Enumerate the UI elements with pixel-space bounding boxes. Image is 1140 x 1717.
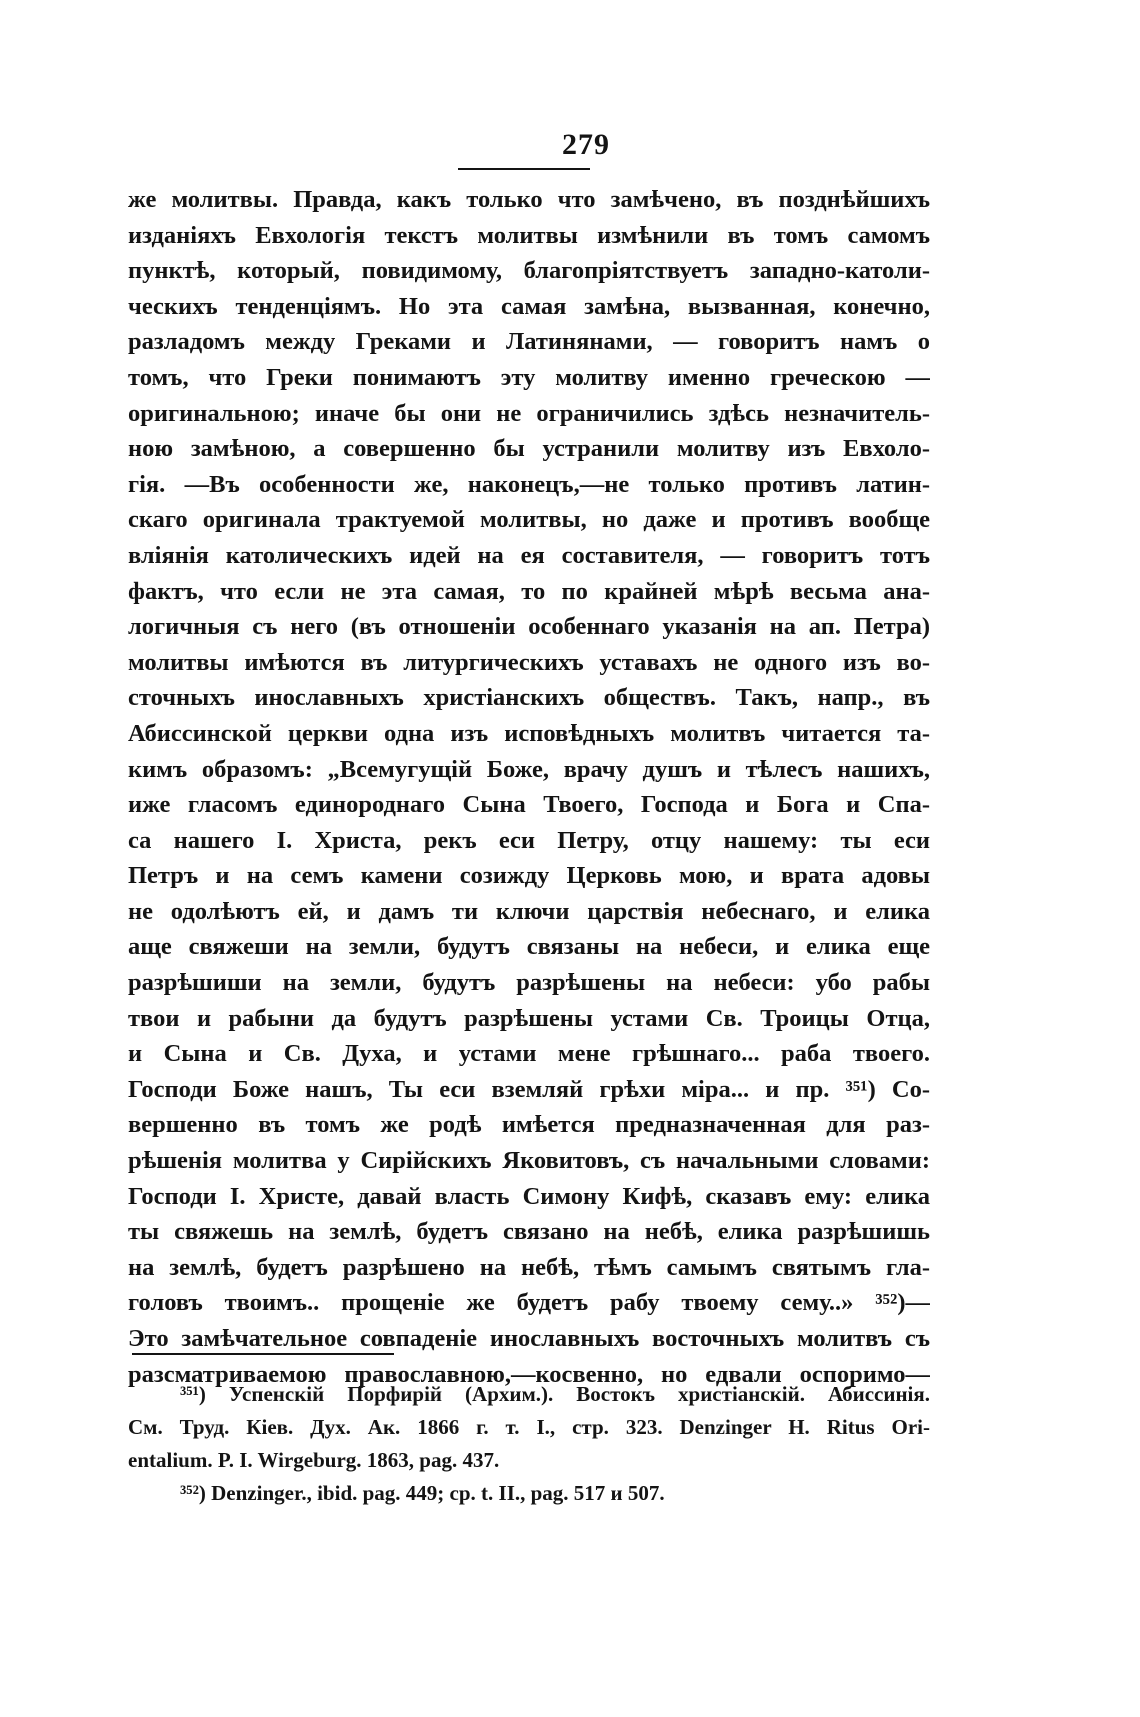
footnotes	[128, 1378, 930, 1510]
page-number: 279	[562, 128, 610, 161]
body-line: молитвы имѣются въ литургическихъ уставахъ не одного изъ во-	[128, 648, 930, 676]
page-number-rule	[458, 168, 590, 170]
footnote-line: ³⁵²) Denzinger., ibid. pag. 449; ср. t. II., pag. 517 и 507.	[180, 1481, 665, 1505]
body-line: са нашего І. Христа, рекъ еси Петру, отцу нашему: ты еси	[128, 826, 930, 854]
body-line: фактъ, что если не эта самая, то по крайней мѣрѣ весьма ана-	[128, 577, 930, 605]
footnote-line: entalium. P. I. Wirgeburg. 1863, pag. 437.	[128, 1448, 500, 1472]
body-line: рѣшенія молитва у Сирійскихъ Яковитовъ, съ начальными словами:	[128, 1147, 930, 1175]
body-line: вліянія католическихъ идей на ея составителя, — говоритъ тотъ	[128, 541, 930, 569]
body-line: и Сына и Св. Духа, и устами мене грѣшнаго... раба твоего.	[128, 1040, 930, 1068]
body-line: разрѣшиши на земли, будутъ разрѣшены на небеси: убо рабы	[128, 969, 930, 997]
body-line: Петръ и на семъ камени созижду Церковь мою, и врата адовы	[128, 862, 930, 890]
body-line: головъ твоимъ.. прощеніе же будетъ рабу твоему сему..» ³⁵²)—	[128, 1289, 930, 1317]
body-line: оригинальною; иначе бы они не ограничились здѣсь незначитель-	[128, 399, 930, 427]
body-line: кимъ образомъ: „Всемугущій Боже, врачу душъ и тѣлесъ нашихъ,	[128, 755, 930, 783]
body-line: сточныхъ инославныхъ христіанскихъ обществъ. Такъ, напр., въ	[128, 684, 930, 712]
body-line: скаго оригинала трактуемой молитвы, но даже и противъ вообще	[128, 506, 930, 534]
footnote-line: ³⁵¹) Успенскій Порфирій (Архим.). Востокъ христіанскій. Абиссинія.	[180, 1382, 930, 1406]
body-line: гія. —Въ особенности же, наконецъ,—не только противъ латин-	[128, 470, 930, 498]
body-text	[128, 182, 930, 1392]
body-line: же молитвы. Правда, какъ только что замѣчено, въ позднѣйшихъ	[128, 186, 930, 213]
body-line: на землѣ, будетъ разрѣшено на небѣ, тѣмъ самымъ святымъ гла-	[128, 1253, 930, 1281]
body-line: разладомъ между Греками и Латинянами, — говоритъ намъ о	[128, 328, 930, 356]
body-line: Господи І. Христе, давай власть Симону Кифѣ, сказавъ ему: елика	[128, 1182, 930, 1210]
body-line: Это замѣчательное совпаденіе инославныхъ восточныхъ молитвъ съ	[128, 1325, 930, 1352]
body-line: ты свяжешь на землѣ, будетъ связано на небѣ, елика разрѣшишь	[128, 1218, 930, 1246]
body-line: изданіяхъ Евхологія текстъ молитвы измѣнили въ томъ самомъ	[128, 221, 930, 249]
body-line: аще свяжеши на земли, будутъ связаны на небеси, и елика еще	[128, 933, 930, 961]
body-line: иже гласомъ единороднаго Сына Твоего, Господа и Бога и Спа-	[128, 791, 930, 819]
body-line: ческихъ тенденціямъ. Но эта самая замѣна, вызванная, конечно,	[128, 292, 930, 320]
body-line: логичныя съ него (въ отношеніи особеннаго указанія на ап. Петра)	[128, 613, 930, 641]
body-line: томъ, что Греки понимаютъ эту молитву именно греческою —	[128, 363, 930, 391]
footnote-line: См. Труд. Кіев. Дух. Ак. 1866 г. т. I., стр. 323. Denzinger H. Ritus Ori-	[128, 1415, 930, 1439]
body-line: Абиссинской церкви одна изъ исповѣдныхъ молитвъ читается та-	[128, 719, 930, 747]
body-line: твои и рабыни да будутъ разрѣшены устами Св. Троицы Отца,	[128, 1004, 930, 1032]
body-line: Господи Боже нашъ, Ты еси вземляй грѣхи міра... и пр. ³⁵¹) Со-	[128, 1075, 930, 1103]
footnote-separator	[132, 1353, 394, 1355]
body-line: ною замѣною, а совершенно бы устранили молитву изъ Евхоло-	[128, 435, 930, 463]
body-line: пунктѣ, который, повидимому, благопріятствуетъ западно-католи-	[128, 257, 930, 285]
body-line: не одолѣютъ ей, и дамъ ти ключи царствія небеснаго, и елика	[128, 897, 930, 925]
body-line: разсматриваемою православною,—косвенно, но едвали оспоримо—	[128, 1360, 930, 1388]
body-line: вершенно въ томъ же родѣ имѣется предназначенная для раз-	[128, 1111, 930, 1139]
